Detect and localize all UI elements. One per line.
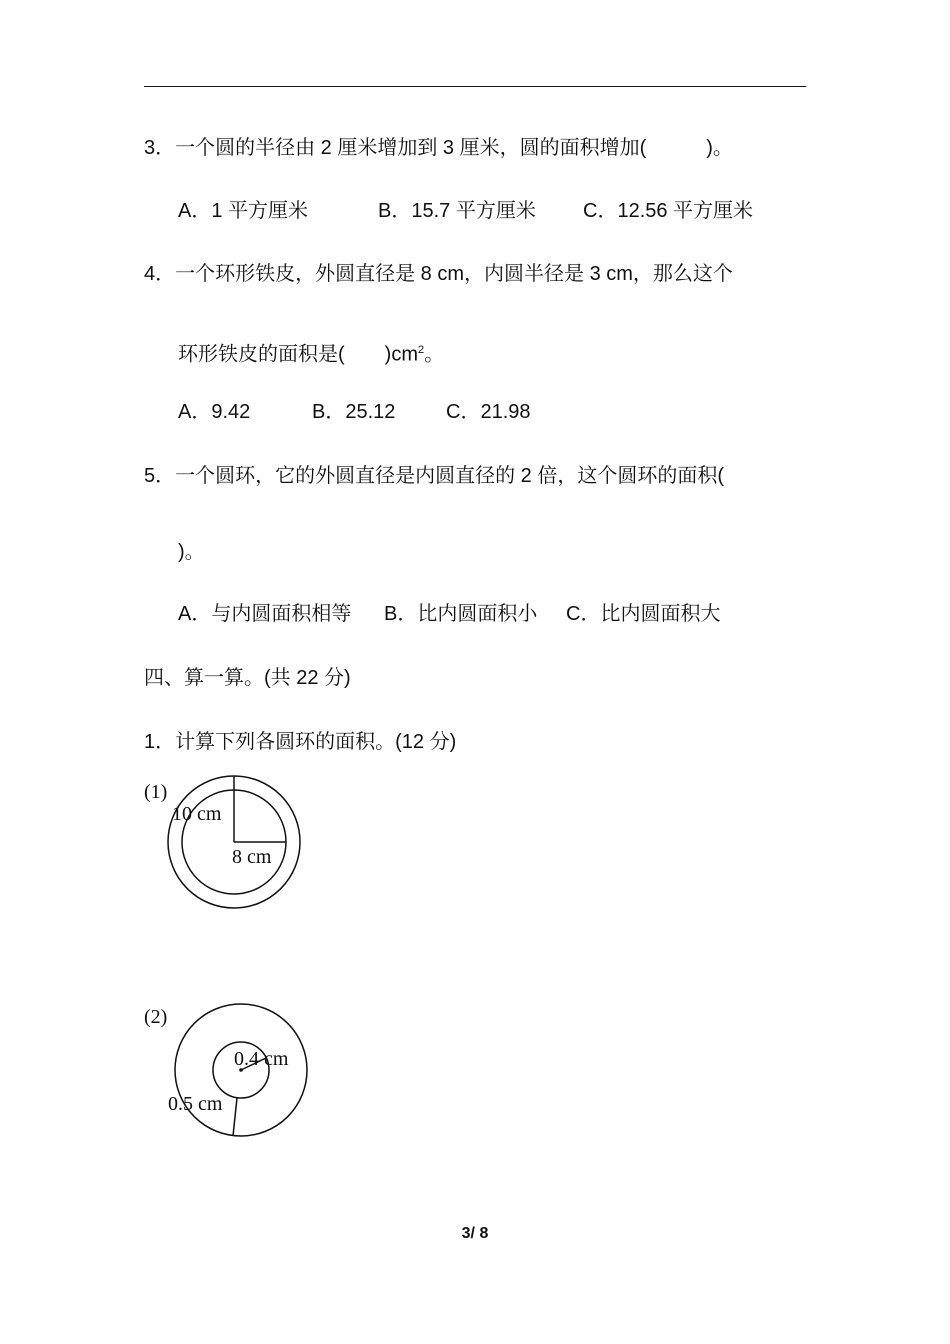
q3-option-b[interactable]: B．15.7 平方厘米 xyxy=(378,200,536,222)
q4-options xyxy=(178,398,531,426)
figure1-inner-dim: 8 cm xyxy=(232,846,272,868)
q4-stem-line1: 4．一个环形铁皮，外圆直径是 8 cm，内圆半径是 3 cm，那么这个 xyxy=(144,263,733,285)
figure2-ring-dim: 0.5 cm xyxy=(168,1093,223,1115)
figure1 xyxy=(160,770,320,925)
figure1-label: (1) xyxy=(144,781,168,803)
figure2-ring-width xyxy=(233,1098,237,1136)
section4-item1: 1．计算下列各圆环的面积。(12 分) xyxy=(144,731,457,753)
figure2-diagram xyxy=(160,992,320,1142)
q4-superscript: 2 xyxy=(417,344,425,356)
figure2-label: (2) xyxy=(144,1006,168,1028)
section4-title: 四、算一算。(共 22 分) xyxy=(144,667,351,689)
q4-option-a[interactable]: A．9.42 xyxy=(178,401,251,423)
q5-stem-line1: 5．一个圆环，它的外圆直径是内圆直径的 2 倍，这个圆环的面积( xyxy=(144,465,725,487)
q4-option-c[interactable]: C．21.98 xyxy=(446,401,531,423)
q4-option-b[interactable]: B．25.12 xyxy=(312,401,396,423)
q3-options xyxy=(178,197,753,225)
q5-option-a[interactable]: A．与内圆面积相等 xyxy=(178,603,352,625)
q3-option-c[interactable]: C．12.56 平方厘米 xyxy=(583,200,754,222)
figure2 xyxy=(160,992,320,1147)
page-number: 3/ 8 xyxy=(461,1225,489,1242)
header-rule xyxy=(144,86,806,87)
q4-stem-line2 xyxy=(178,336,444,369)
figure2-inner-dim: 0.4 cm xyxy=(234,1048,289,1070)
figure1-outer-dim: 10 cm xyxy=(172,803,222,825)
q5-option-b[interactable]: B．比内圆面积小 xyxy=(384,603,538,625)
q4-stem-end: 。 xyxy=(424,343,445,366)
q5-options xyxy=(178,600,720,628)
q5-option-c[interactable]: C．比内圆面积大 xyxy=(566,603,721,625)
q4-stem-text: 环形铁皮的面积是( )cm xyxy=(178,343,418,366)
q5-stem-line2: )。 xyxy=(178,541,205,563)
figure1-diagram xyxy=(160,770,320,920)
q3-option-a[interactable]: A．1 平方厘米 xyxy=(178,200,309,222)
q3-stem: 3．一个圆的半径由 2 厘米增加到 3 厘米，圆的面积增加( )。 xyxy=(144,137,733,159)
